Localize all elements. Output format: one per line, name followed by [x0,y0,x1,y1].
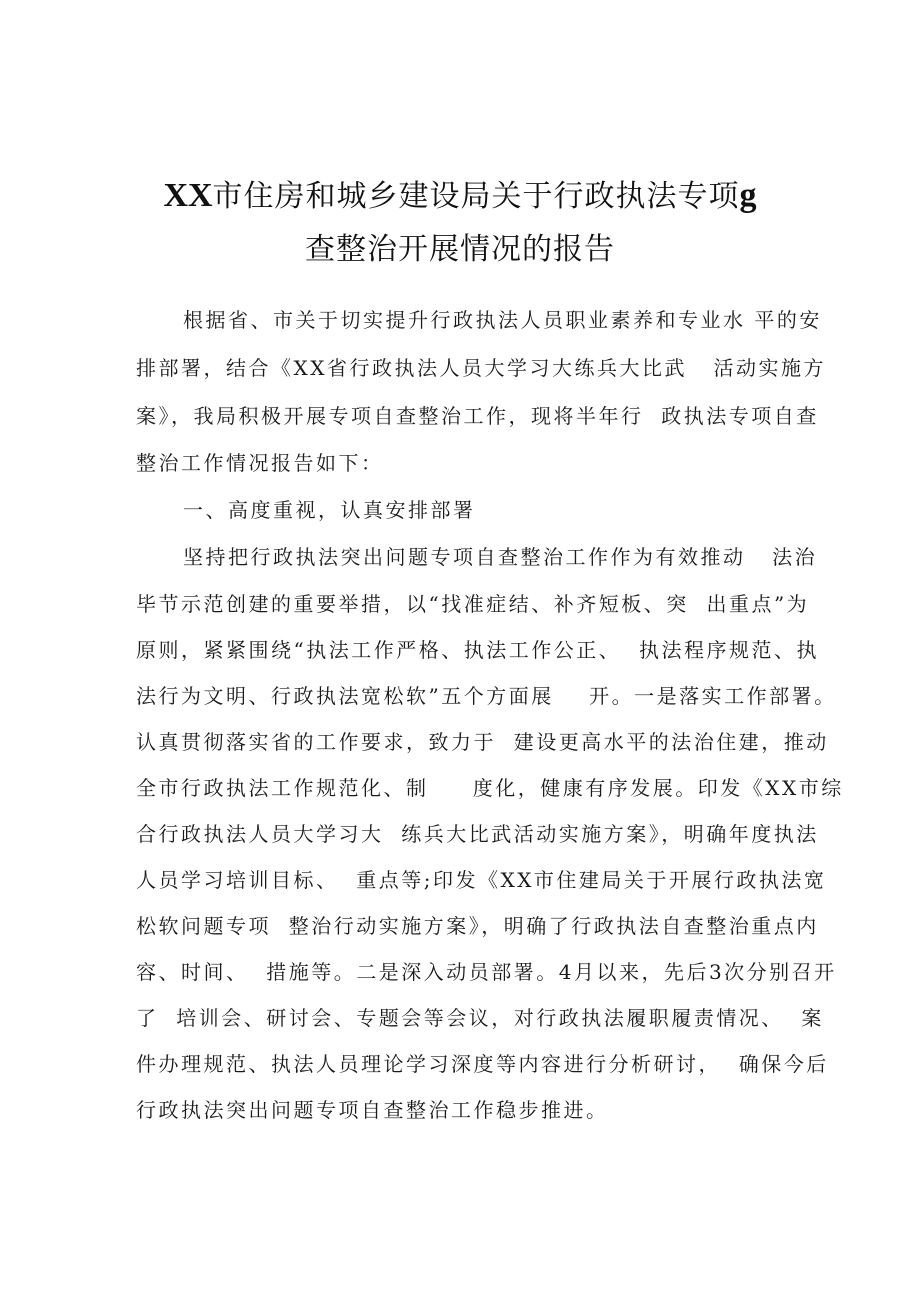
title-line-1-text: 市住房和城乡建设局关于行政执法专项 [212,179,740,214]
paragraph-body-line: 人员学习培训目标、 重点等;印发《XX市住建局关于开展行政执法宽 [136,868,827,892]
paragraph-body-line: 毕节示范创建的重要举措，以“找准症结、补齐短板、突 出重点”为 [136,592,810,616]
paragraph-body-line: 行政执法突出问题专项自查整治工作稳步推进。 [136,1098,609,1122]
paragraph-body-line: 松软问题专项 整治行动实施方案》，明确了行政执法自查整治重点内 [136,914,819,938]
paragraph-body-line: 坚持把行政执法突出问题专项自查整治工作作为有效推动 法治 [183,545,818,569]
paragraph-intro-line: 排部署，结合《XX省行政执法人员大学习大练兵大比武 活动实施方 [136,356,827,380]
paragraph-body-line: 原则，紧紧围绕“执法工作严格、执法工作公正、 执法程序规范、执 [136,638,819,662]
paragraph-body-line: 了 培训会、研讨会、专题会等会议，对行政执法履职履责情况、 案 [136,1006,824,1030]
title-prefix: XX [163,177,213,214]
section-heading: 一、高度重视，认真安排部署 [183,498,476,522]
paragraph-body-line: 全市行政执法工作规范化、制 度化，健康有序发展。印发《XX市综 [136,776,844,800]
document-title-line-2: 查整治开展情况的报告 [305,232,615,267]
paragraph-intro-line: 案》，我局积极开展专项自查整治工作，现将半年行 政执法专项自查 [136,404,819,428]
document-title-line-1 [0,176,920,217]
paragraph-body-line: 容、时间、 措施等。二是深入动员部署。4月以来，先后3次分别召开 [136,960,837,984]
paragraph-body-line: 法行为文明、行政执法宽松软”五个方面展 开。一是落实工作部署。 [136,684,837,708]
paragraph-intro-line: 根据省、市关于切实提升行政执法人员职业素养和专业水 平的安 [183,308,822,332]
paragraph-body-line: 认真贯彻落实省的工作要求，致力于 建设更高水平的法治住建，推动 [136,730,829,754]
title-line-1-suffix: g [739,177,757,214]
paragraph-intro-line: 整治工作情况报告如下： [136,451,384,475]
paragraph-body-line: 件办理规范、执法人员理论学习深度等内容进行分析研讨， 确保今后 [136,1052,829,1076]
paragraph-body-line: 合行政执法人员大学习大 练兵大比武活动实施方案》，明确年度执法 [136,822,819,846]
